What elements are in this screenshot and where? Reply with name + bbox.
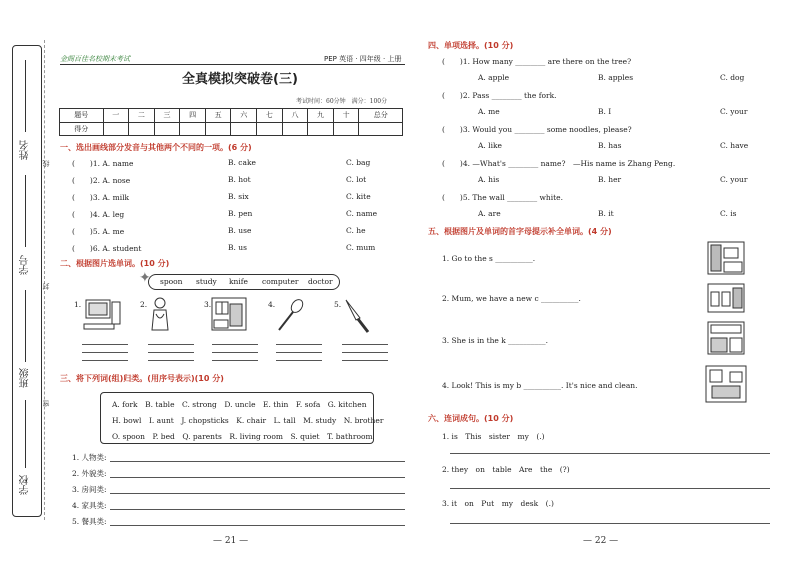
s4-question-4[interactable]: ( )4. —What's ________ name? —His name is Zhang Peng. <box>442 159 676 168</box>
s1-option-b: B. six <box>228 192 249 201</box>
answer-line[interactable] <box>276 344 322 345</box>
s6-item-1: 1. is This sister my (.) <box>442 432 545 441</box>
section2-title: 二、根据图片选单词。(10 分) <box>60 259 170 268</box>
s5-item-1[interactable]: 1. Go to the s __________. <box>442 254 536 263</box>
category-people: 1. 人物类: <box>72 453 107 462</box>
category-appearance: 2. 外貌类: <box>72 469 107 478</box>
pic-num: 2. <box>140 300 148 309</box>
s4-option-a: A. are <box>478 209 501 218</box>
s1-option-c: C. mum <box>346 243 376 252</box>
s4-option-c: C. your <box>720 107 748 116</box>
score-header-cell: 总分 <box>359 109 403 123</box>
score-cell[interactable] <box>231 122 257 136</box>
s1-item-4[interactable]: ( )4. A. leg <box>72 210 125 219</box>
school-line <box>25 400 26 468</box>
s4-option-a: A. like <box>478 141 502 150</box>
word-bank-item: knife <box>229 277 248 286</box>
s5-item-2[interactable]: 2. Mum, we have a new c __________. <box>442 294 581 303</box>
s1-item-1[interactable]: ( )1. A. name <box>72 159 134 168</box>
s1-option-c: C. lot <box>346 175 367 184</box>
score-cell[interactable] <box>154 122 180 136</box>
bedroom-picture <box>704 364 748 404</box>
score-header-cell: 八 <box>282 109 308 123</box>
s4-option-c: C. dog <box>720 73 745 82</box>
score-cell[interactable] <box>282 122 308 136</box>
name-line <box>25 60 26 132</box>
score-header-cell: 四 <box>180 109 206 123</box>
s5-item-4[interactable]: 4. Look! This is my b __________. It's nice and clean. <box>442 381 638 390</box>
classify-line-2: H. bowl I. aunt J. chopsticks K. chair L. tall M. study N. brother <box>112 416 384 425</box>
s1-option-c: C. he <box>346 226 366 235</box>
time-info: 考试时间：60分钟 满分：100分 <box>296 98 388 105</box>
answer-line[interactable] <box>276 352 322 353</box>
star-icon: ✦ <box>139 270 151 286</box>
score-header-cell: 一 <box>103 109 129 123</box>
cut-line <box>44 40 45 520</box>
s1-option-c: C. kite <box>346 192 371 201</box>
score-cell[interactable] <box>359 122 403 136</box>
score-header-cell: 七 <box>257 109 283 123</box>
pic-num: 4. <box>268 300 276 309</box>
s1-option-b: B. us <box>228 243 247 252</box>
study-room-picture <box>706 240 746 276</box>
chair-room-picture <box>706 282 746 314</box>
answer-line[interactable] <box>110 509 405 510</box>
answer-line[interactable] <box>450 453 770 454</box>
pic-num: 3. <box>204 300 212 309</box>
s4-question-3[interactable]: ( )3. Would you ________ some noodles, please? <box>442 125 632 134</box>
s1-option-b: B. hot <box>228 175 251 184</box>
answer-line[interactable] <box>276 360 322 361</box>
answer-line[interactable] <box>212 352 258 353</box>
category-tableware: 5. 餐具类: <box>72 517 107 526</box>
category-furniture: 4. 家具类: <box>72 501 107 510</box>
section5-title: 五、根据图片及单词的首字母提示补全单词。(4 分) <box>428 227 612 236</box>
s1-option-c: C. name <box>346 209 378 218</box>
seal-char-seal: 封 <box>42 283 50 290</box>
word-bank-item: doctor <box>308 277 333 286</box>
header-right: PEP 英语 · 四年级 · 上册 <box>324 55 402 63</box>
s1-option-b: B. pen <box>228 209 253 218</box>
series-label: 金阁百佳名校期末考试 <box>60 55 130 63</box>
kitchen-picture <box>706 320 746 356</box>
score-row-label: 得分 <box>60 122 104 136</box>
s1-option-c: C. bag <box>346 158 371 167</box>
s4-question-1[interactable]: ( )1. How many ________ are there on the tree? <box>442 57 632 66</box>
category-rooms: 3. 房间类: <box>72 485 107 494</box>
s1-option-b: B. cake <box>228 158 256 167</box>
pic-num: 5. <box>334 300 342 309</box>
answer-line[interactable] <box>212 344 258 345</box>
s6-item-3: 3. it on Put my desk (.) <box>442 499 554 508</box>
header-rule <box>60 64 405 65</box>
s1-item-6[interactable]: ( )6. A. student <box>72 244 142 253</box>
answer-line[interactable] <box>82 352 128 353</box>
answer-line[interactable] <box>450 488 770 489</box>
computer-picture <box>82 298 132 332</box>
score-header-cell: 六 <box>231 109 257 123</box>
answer-line[interactable] <box>148 360 194 361</box>
knife-picture <box>342 298 372 334</box>
class-label: 班级 <box>20 368 31 388</box>
score-header-cell: 九 <box>308 109 334 123</box>
score-header-cell: 三 <box>154 109 180 123</box>
answer-line[interactable] <box>110 461 405 462</box>
s4-option-a: A. his <box>478 175 500 184</box>
answer-line[interactable] <box>110 493 405 494</box>
section3-title: 三、将下列词(组)归类。(用序号表示)(10 分) <box>60 374 224 383</box>
score-header-cell: 十 <box>333 109 359 123</box>
page-title: 全真模拟突破卷(三) <box>182 72 298 87</box>
doctor-picture <box>145 296 175 332</box>
answer-line[interactable] <box>82 344 128 345</box>
section4-title: 四、单项选择。(10 分) <box>428 41 514 50</box>
pic-num: 1. <box>74 300 82 309</box>
score-header-cell: 五 <box>205 109 231 123</box>
score-cell[interactable] <box>205 122 231 136</box>
class-line <box>25 290 26 362</box>
score-table <box>59 108 403 136</box>
section1-title: 一、选出画线部分发音与其他两个不同的一项。(6 分) <box>60 143 252 152</box>
score-cell[interactable] <box>257 122 283 136</box>
study-picture <box>210 296 248 332</box>
binding-margin <box>0 0 50 562</box>
name-label: 姓名 <box>20 140 31 160</box>
answer-line[interactable] <box>110 477 405 478</box>
s4-question-5[interactable]: ( )5. The wall ________ white. <box>442 193 563 202</box>
number-line <box>25 175 26 247</box>
s4-option-c: C. your <box>720 175 748 184</box>
s4-option-c: C. is <box>720 209 737 218</box>
score-cell[interactable] <box>333 122 359 136</box>
word-bank-item: spoon <box>160 277 183 286</box>
classify-line-1: A. fork B. table C. strong D. uncle E. thin F. sofa G. kitchen <box>112 400 367 409</box>
s4-question-2[interactable]: ( )2. Pass ________ the fork. <box>442 91 557 100</box>
answer-line[interactable] <box>148 344 194 345</box>
s1-item-3[interactable]: ( )3. A. milk <box>72 193 130 202</box>
answer-line[interactable] <box>342 352 388 353</box>
s1-item-5[interactable]: ( )5. A. me <box>72 227 125 236</box>
page-number-left: — 21 — <box>213 536 249 546</box>
s4-option-a: A. me <box>478 107 500 116</box>
s4-option-a: A. apple <box>478 73 510 82</box>
s1-option-b: B. use <box>228 226 252 235</box>
word-bank-item: study <box>196 277 217 286</box>
s4-option-b: B. her <box>598 175 622 184</box>
s1-item-2[interactable]: ( )2. A. nose <box>72 176 131 185</box>
score-header-cell: 二 <box>129 109 155 123</box>
section6-title: 六、连词成句。(10 分) <box>428 414 514 423</box>
word-bank-item: computer <box>262 277 299 286</box>
s4-option-b: B. apples <box>598 73 634 82</box>
answer-line[interactable] <box>82 360 128 361</box>
s4-option-b: B. has <box>598 141 622 150</box>
s5-item-3[interactable]: 3. She is in the k __________. <box>442 336 549 345</box>
page-number-right: — 22 — <box>583 536 619 546</box>
score-header-cell: 题号 <box>60 109 104 123</box>
binding-frame <box>12 45 42 517</box>
spoon-picture <box>275 298 305 332</box>
answer-line[interactable] <box>342 344 388 345</box>
s4-option-b: B. I <box>598 107 612 116</box>
student-number-label: 学号 <box>20 255 31 275</box>
s4-option-b: B. it <box>598 209 614 218</box>
score-cell[interactable] <box>103 122 129 136</box>
classify-line-3: O. spoon P. bed Q. parents R. living room S. quiet T. bathroom <box>112 432 373 441</box>
answer-line[interactable] <box>110 525 405 526</box>
answer-line[interactable] <box>212 360 258 361</box>
answer-line[interactable] <box>450 523 770 524</box>
s6-item-2: 2. they on table Are the (?) <box>442 465 570 474</box>
seal-char-secret: 密 <box>42 400 50 407</box>
score-cell[interactable] <box>308 122 334 136</box>
s4-option-c: C. have <box>720 141 749 150</box>
score-cell[interactable] <box>180 122 206 136</box>
answer-line[interactable] <box>342 360 388 361</box>
seal-char-line: 线 <box>42 160 50 167</box>
school-label: 学校 <box>20 475 31 495</box>
answer-line[interactable] <box>148 352 194 353</box>
score-cell[interactable] <box>129 122 155 136</box>
